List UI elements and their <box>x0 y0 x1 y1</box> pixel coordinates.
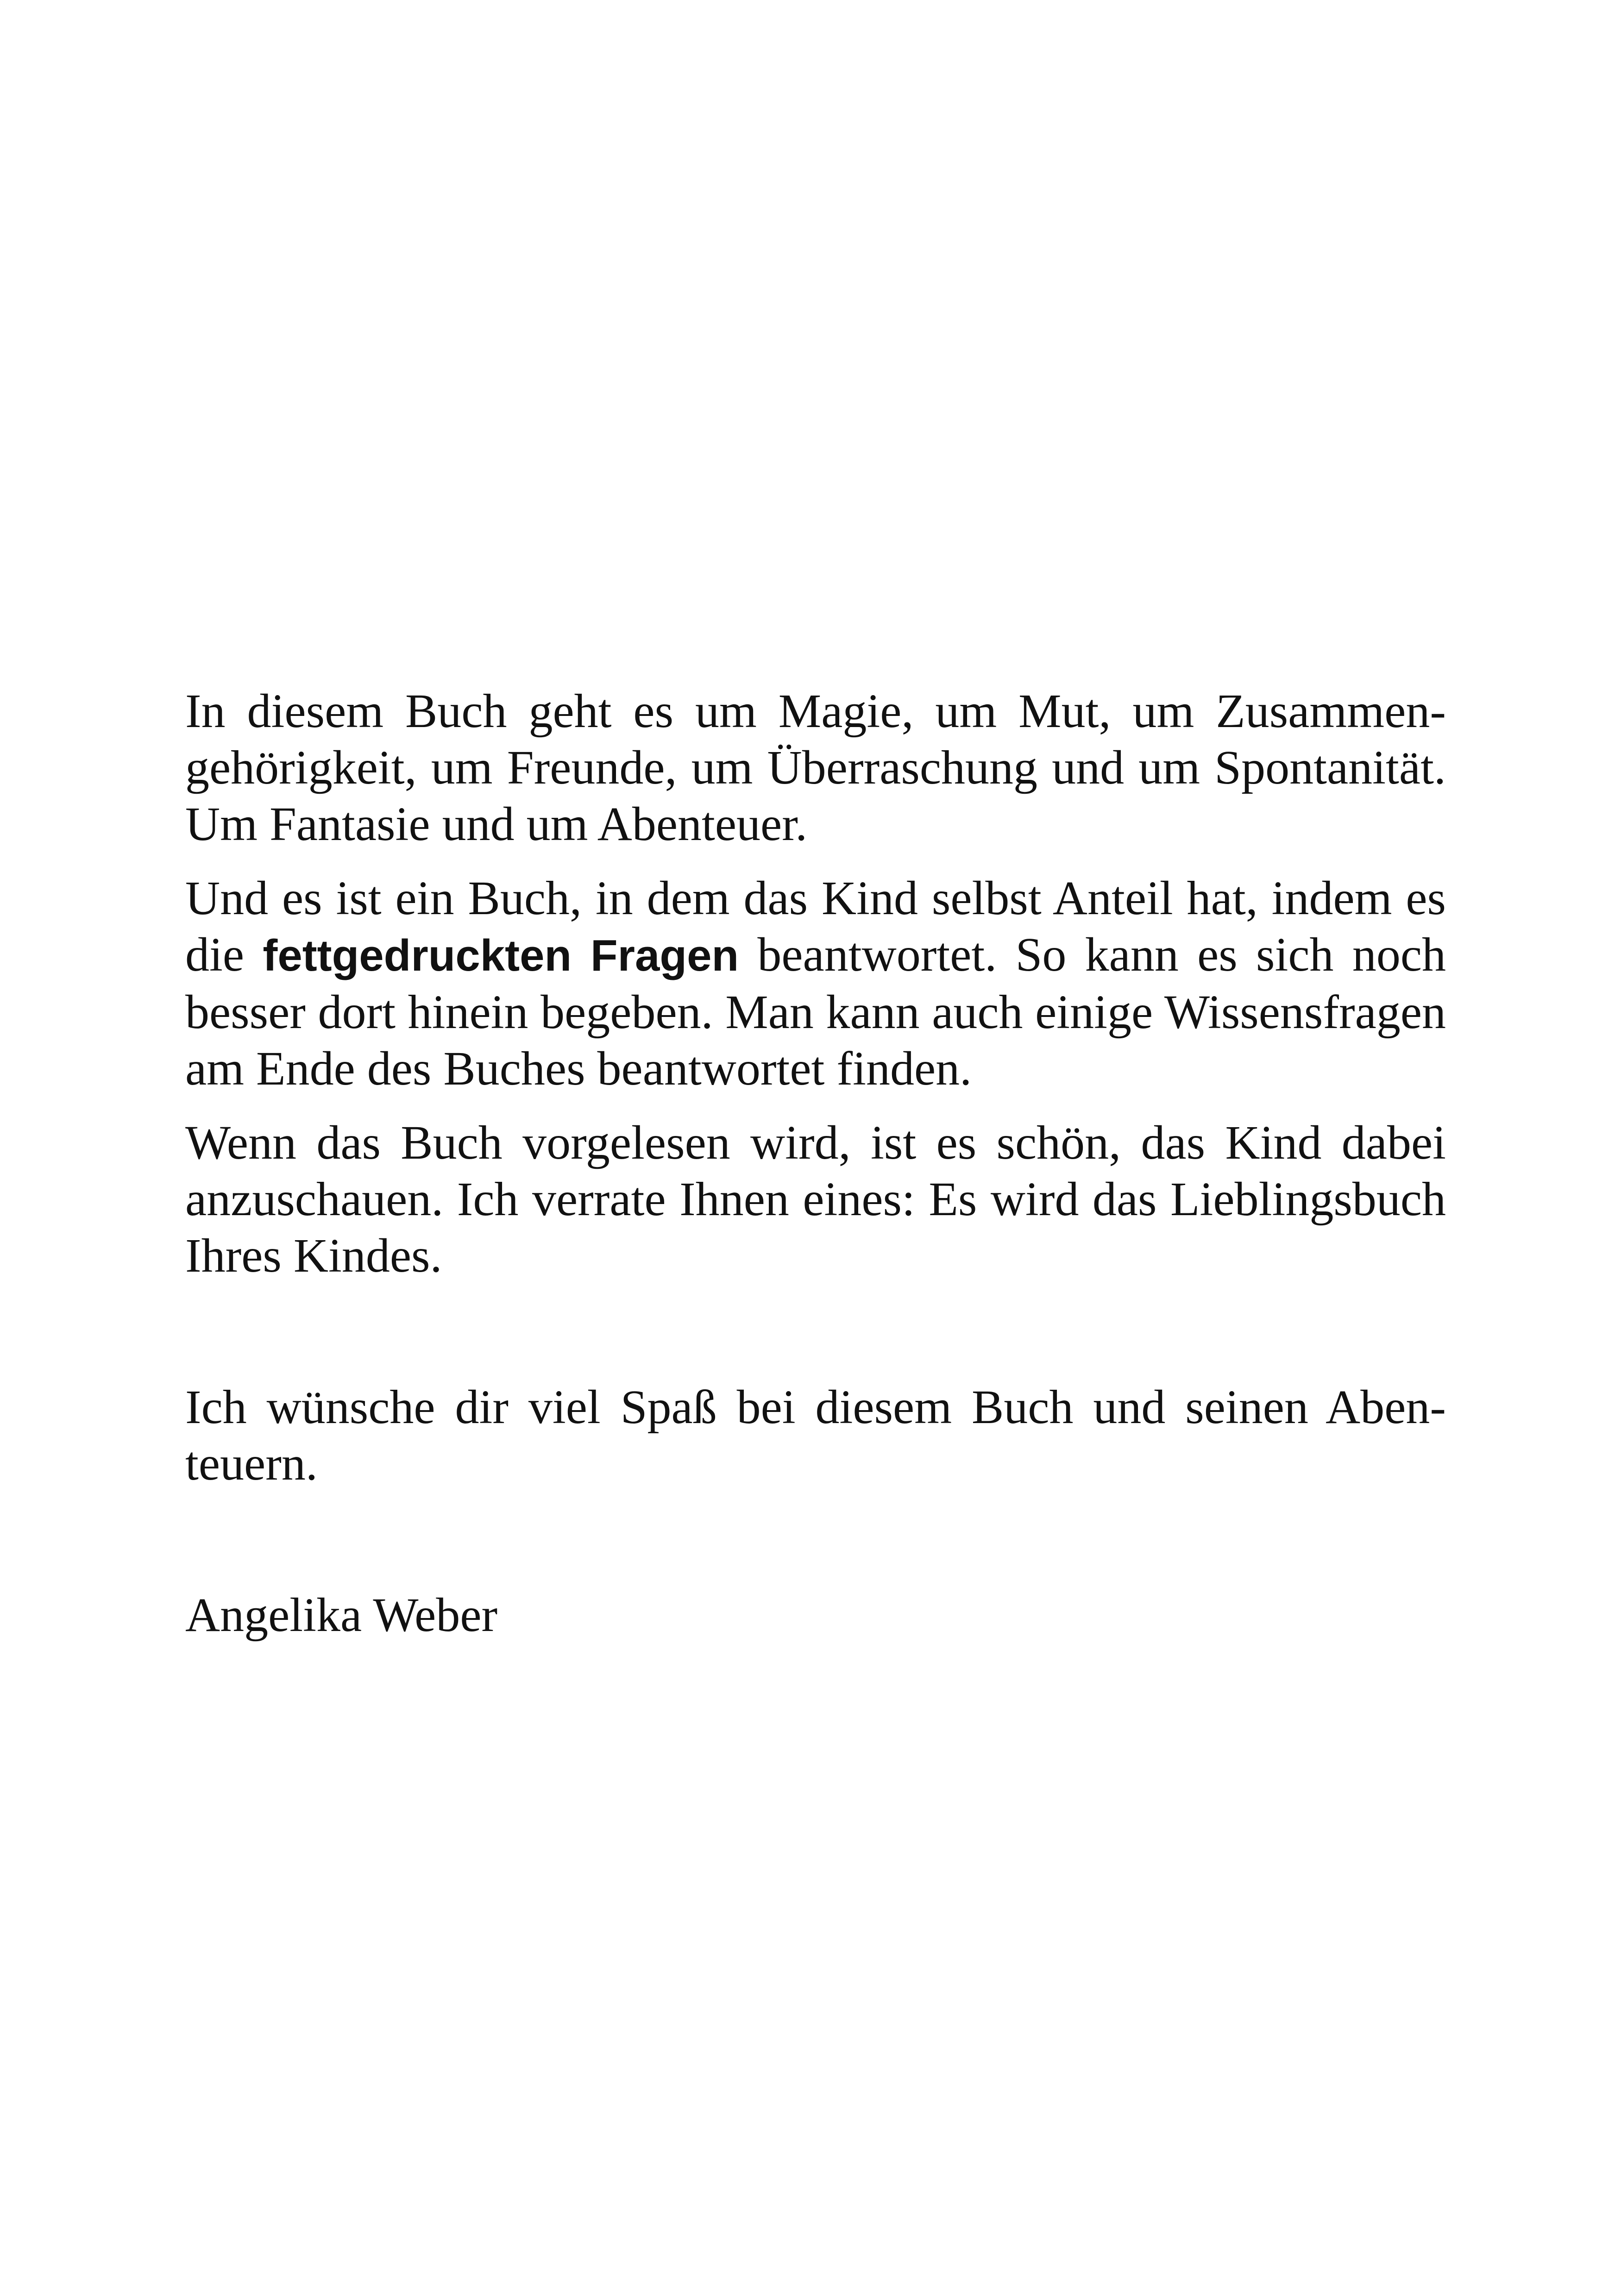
paragraph-spacer <box>185 1284 1446 1379</box>
paragraph-questions <box>185 870 1446 1097</box>
paragraph-wishes: Ich wünsche dir viel Spaß bei diesem Buch und seinen Abenteuern. <box>185 1380 1446 1490</box>
bold-phrase: fettgedruckten Fragen <box>263 931 739 980</box>
paragraph-reading: Wenn das Buch vorgelesen wird, ist es schön, das Kind dabei anzuschauen. Ich verrate Ihnen eines: Es wird das Lieblingsbuch Ihres Kindes. <box>185 1116 1446 1282</box>
paragraph-spacer <box>185 853 1446 870</box>
paragraph-intro: In diesem Buch geht es um Magie, um Mut, um Zusammengehörigkeit, um Freunde, um Überraschung und um Spontanität. Um Fantasie und um Abenteuer. <box>185 684 1446 851</box>
paragraph-spacer <box>185 1097 1446 1115</box>
paragraph-questions-start: Und es ist ein Buch, in dem das Kind selbst Anteil hat, indem es die <box>185 872 1446 981</box>
author-signature: Angelika Weber <box>185 1588 498 1642</box>
paragraph-spacer <box>185 1492 1446 1587</box>
foreword-text <box>185 683 1446 1644</box>
paragraph-questions-end: beantwortet. So kann es sich noch besser dort hinein begeben. Man kann auch einige Wissensfragen am Ende des Buches beantwortet finden. <box>185 928 1446 1095</box>
